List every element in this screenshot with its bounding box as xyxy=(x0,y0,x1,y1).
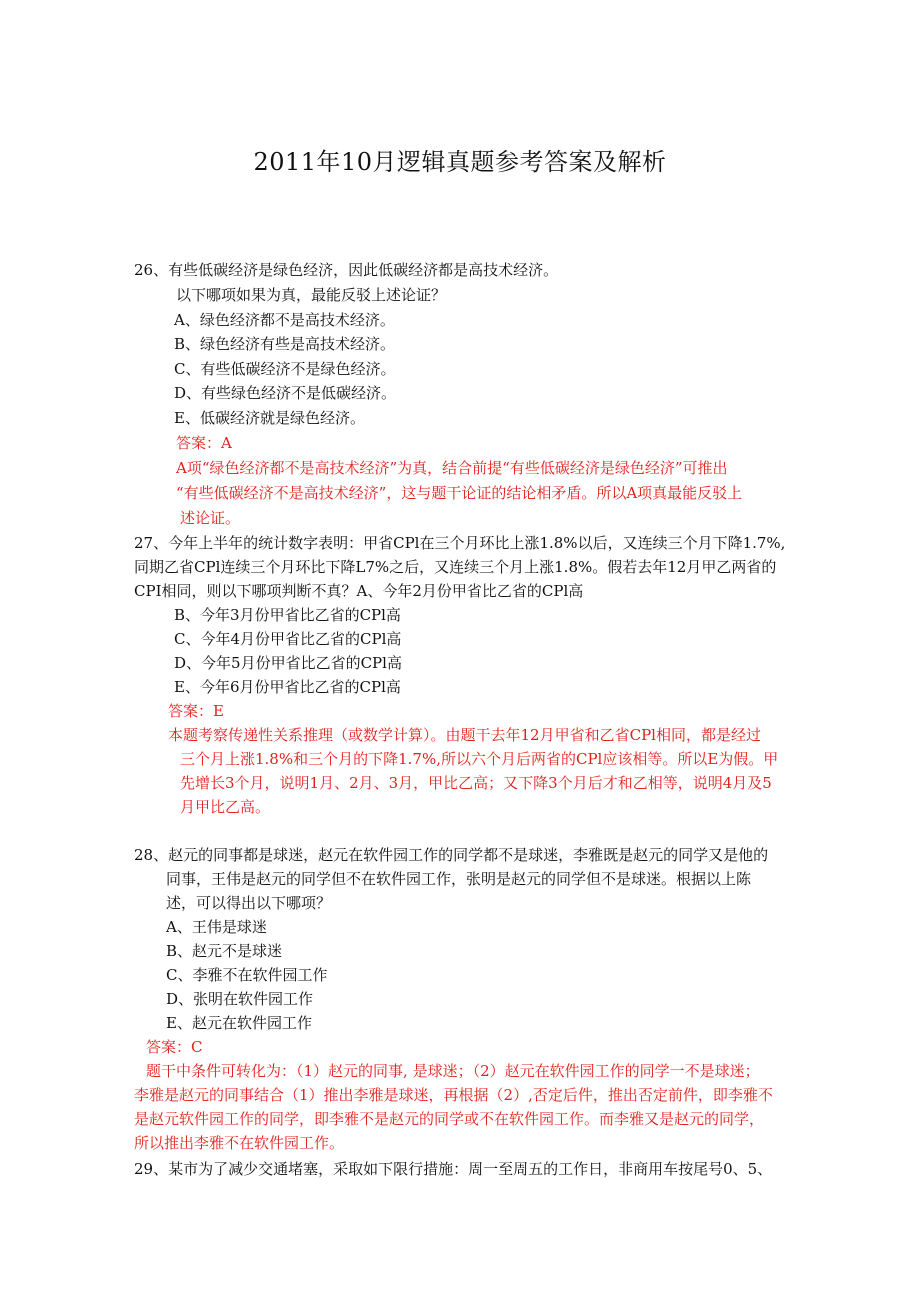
q27-stem-line: 27、今年上半年的统计数字表明：甲省CPl在三个月环比上涨1.8%以后，又连续三个月下降1.7%, xyxy=(134,534,786,552)
q26-option-e: E、低碳经济就是绿色经济。 xyxy=(174,409,365,427)
q27-stem-line: CPI相同，则以下哪项判断不真？A、今年2月份甲省比乙省的CPl高 xyxy=(134,582,584,600)
q28-explanation-line: 题干中条件可转化为：（1）赵元的同事, 是球迷；（2）赵元在软件园工作的同学一不是球迷； xyxy=(146,1062,760,1080)
q29-stem: 29、某市为了减少交通堵塞，采取如下限行措施：周一至周五的工作日，非商用车按尾号0、5、 xyxy=(134,1160,773,1178)
q28-explanation-line: 李雅是赵元的同事结合（1）推出李雅是球迷，再根据（2）,否定后件，推出否定前件，即李雅不 xyxy=(134,1086,773,1104)
q28-explanation-line: 是赵元软件园工作的同学，即李雅不是赵元的同学或不在软件园工作。而李雅又是赵元的同学， xyxy=(134,1110,765,1128)
q26-explanation-line: A项“绿色经济都不是高技术经济”为真，结合前提“有些低碳经济是绿色经济”可推出 xyxy=(176,459,728,477)
q28-stem-line: 28、赵元的同事都是球迷，赵元在软件园工作的同学都不是球迷，李雅既是赵元的同学又是他的 xyxy=(134,846,769,864)
q26-answer: 答案：A xyxy=(176,434,232,452)
q26-option-d: D、有些绿色经济不是低碳经济。 xyxy=(174,384,397,402)
q27-option-c: C、今年4月份甲省比乙省的CPl高 xyxy=(174,630,402,648)
q28-answer: 答案：C xyxy=(146,1038,203,1056)
q27-option-b: B、今年3月份甲省比乙省的CPl高 xyxy=(174,606,401,624)
q28-explanation-line: 所以推出李雅不在软件园工作。 xyxy=(134,1134,345,1152)
q28-option-a: A、王伟是球迷 xyxy=(166,918,267,936)
q27-answer: 答案：E xyxy=(168,702,224,720)
q28-option-c: C、李雅不在软件园工作 xyxy=(166,966,328,984)
q28-option-b: B、赵元不是球迷 xyxy=(166,942,283,960)
q26-option-b: B、绿色经济有些是高技术经济。 xyxy=(174,335,396,353)
q26-option-a: A、绿色经济都不是高技术经济。 xyxy=(174,311,395,329)
q27-explanation-line: 本题考察传递性关系推理（或数学计算）。由题干去年12月甲省和乙省CPl相同，都是经过 xyxy=(168,726,761,744)
q27-option-e: E、今年6月份甲省比乙省的CPl高 xyxy=(174,678,401,696)
q28-option-e: E、赵元在软件园工作 xyxy=(166,1014,312,1032)
document-title: 2011年10月逻辑真题参考答案及解析 xyxy=(253,148,667,176)
q26-explanation-line: “有些低碳经济不是高技术经济”，这与题干论证的结论相矛盾。所以A项真最能反驳上 xyxy=(176,484,743,502)
q27-explanation-line: 先增长3个月，说明1月、2月、3月，甲比乙高；又下降3个月后才和乙相等，说明4月及5 xyxy=(180,774,772,792)
q27-stem-line: 同期乙省CPl连续三个月环比下降L7%之后，又连续三个月上涨1.8%。假若去年12月甲乙两省的 xyxy=(134,558,777,576)
q26-prompt: 以下哪项如果为真，最能反驳上述论证？ xyxy=(176,286,447,304)
q27-option-d: D、今年5月份甲省比乙省的CPl高 xyxy=(174,654,402,672)
q28-stem-line: 述，可以得出以下哪项？ xyxy=(166,894,332,912)
q28-option-d: D、张明在软件园工作 xyxy=(166,990,314,1008)
q26-option-c: C、有些低碳经济不是绿色经济。 xyxy=(174,360,396,378)
q27-explanation-line: 三个月上涨1.8%和三个月的下降1.7%,所以六个月后两省的CPl应该相等。所以E为假。甲 xyxy=(180,750,779,768)
q27-explanation-line: 月甲比乙高。 xyxy=(180,798,271,816)
q26-stem: 26、有些低碳经济是绿色经济，因此低碳经济都是高技术经济。 xyxy=(134,261,559,279)
q26-explanation-line: 述论证。 xyxy=(180,509,241,527)
q28-stem-line: 同事，王伟是赵元的同学但不在软件园工作，张明是赵元的同学但不是球迷。根据以上陈 xyxy=(166,870,752,888)
